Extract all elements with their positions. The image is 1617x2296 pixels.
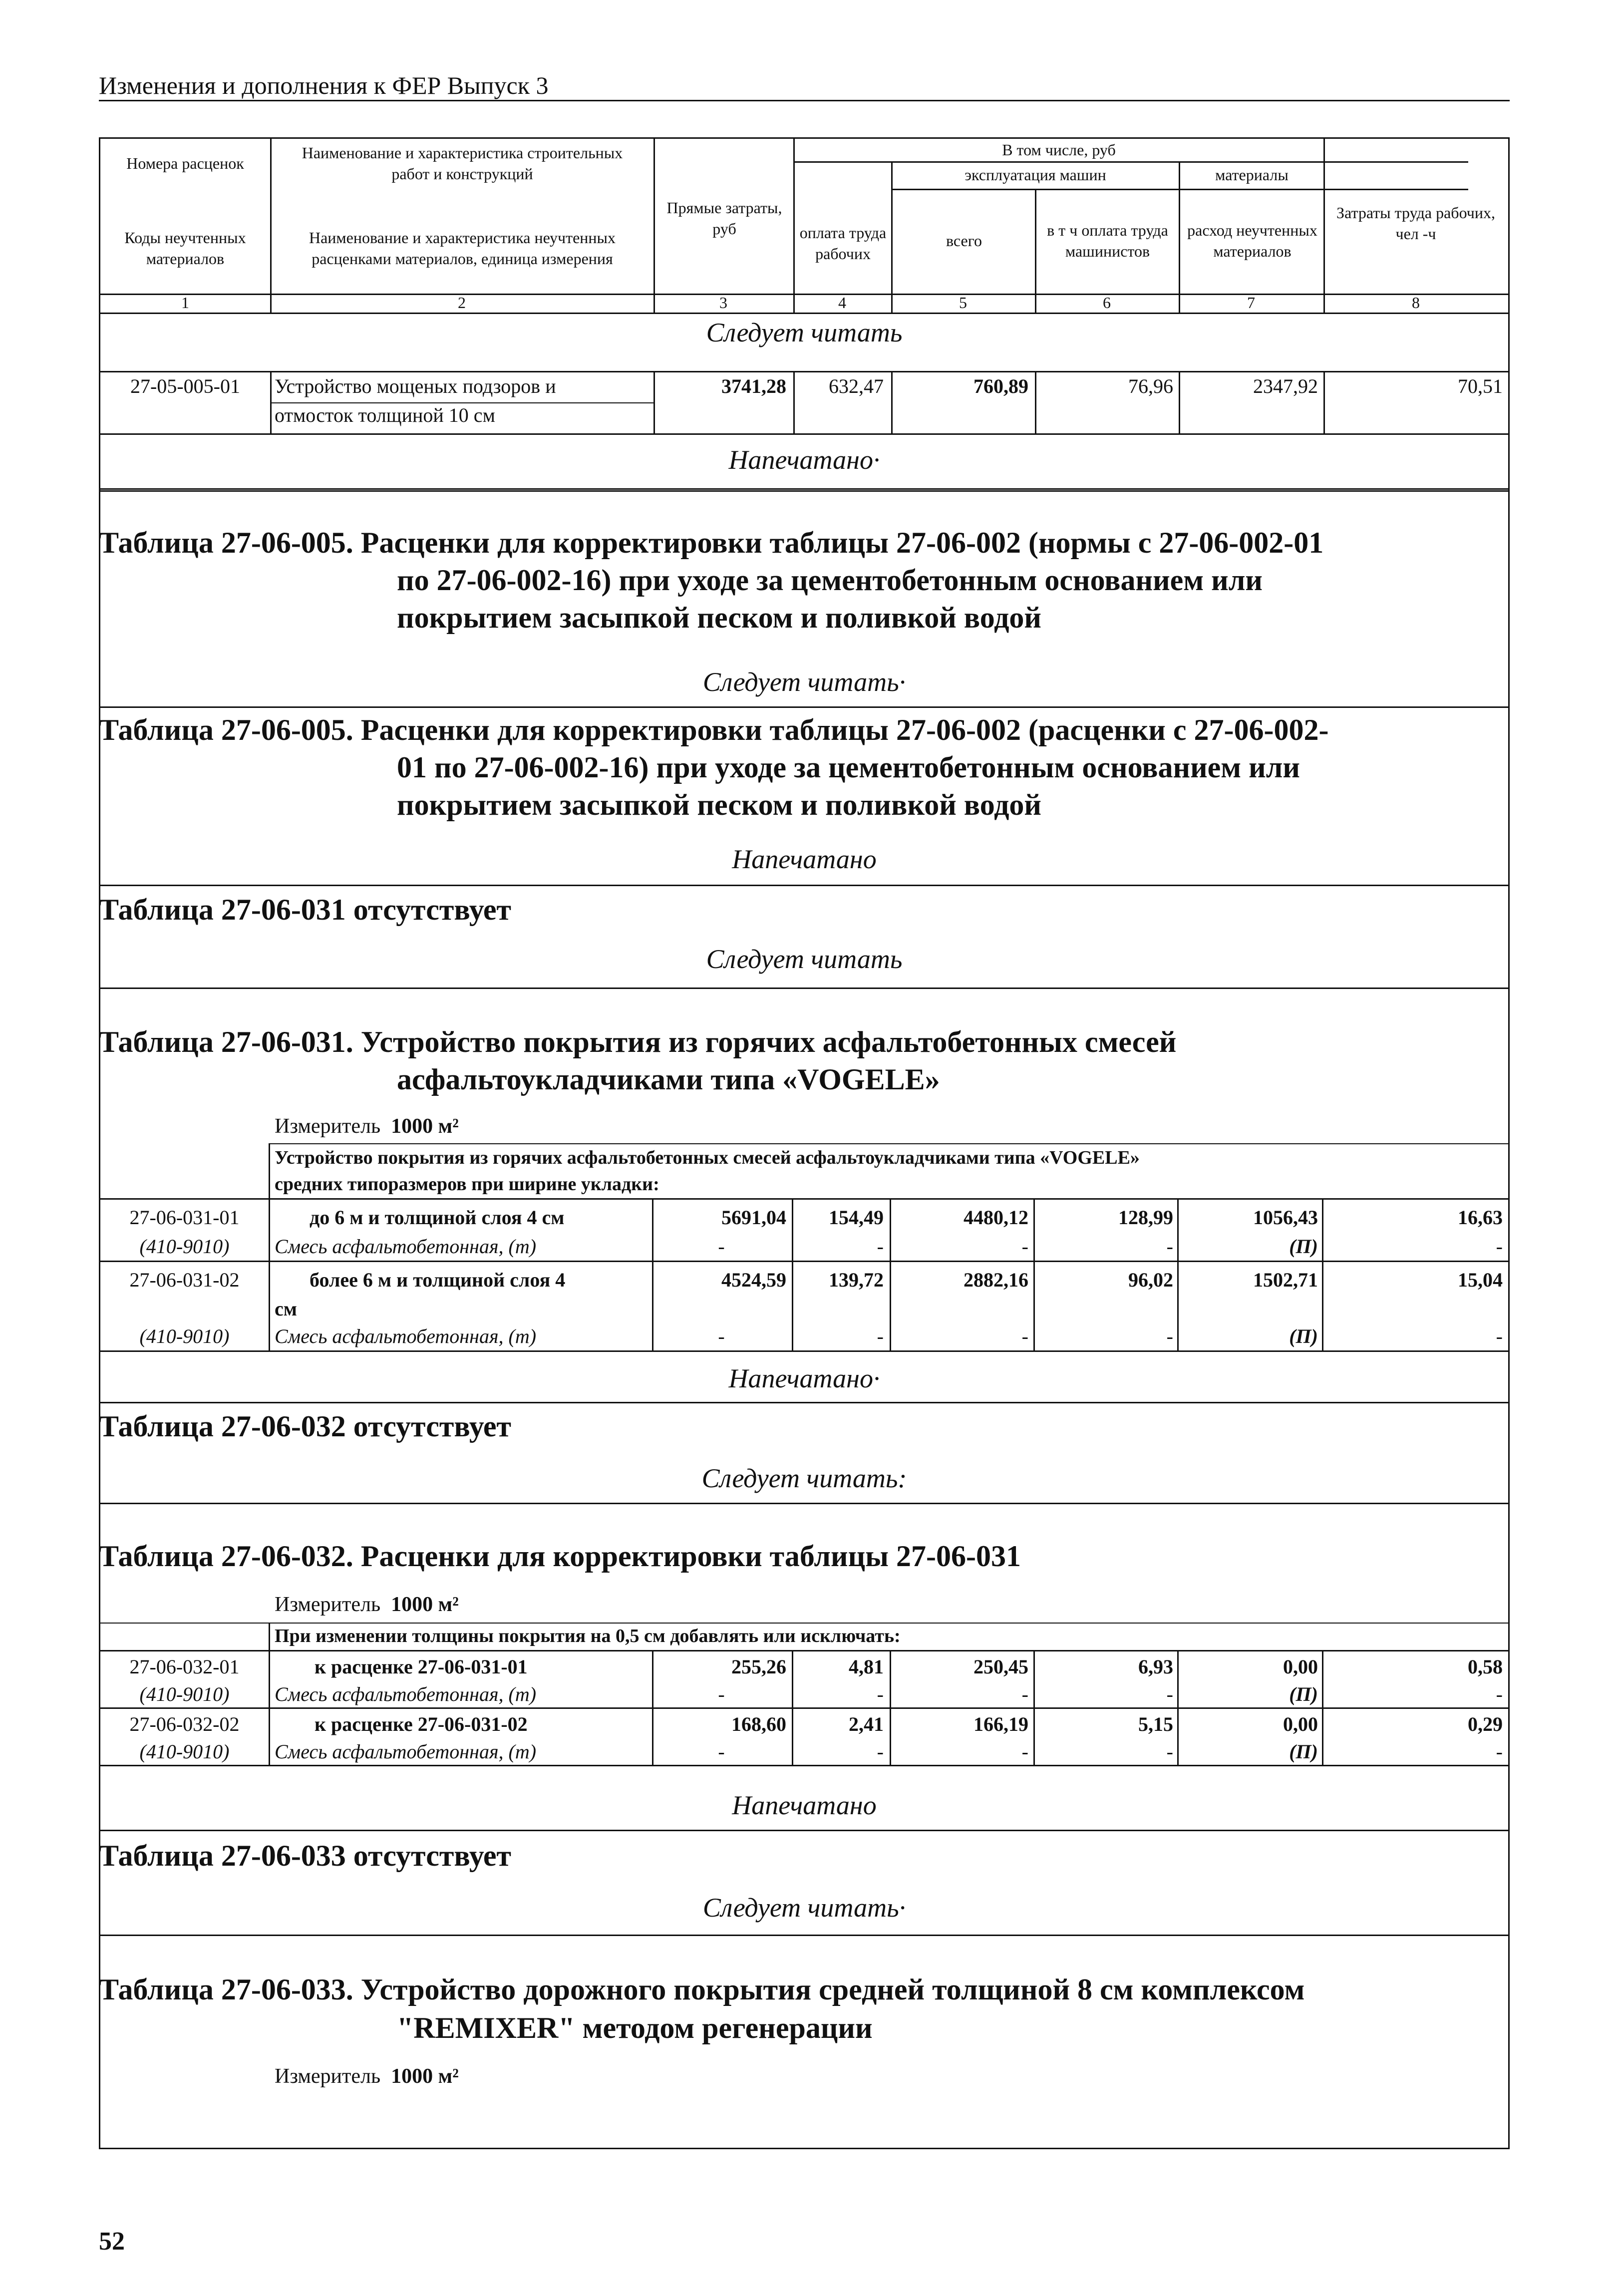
section-line: [100, 488, 1508, 490]
row-031-02-m7: (П): [1289, 1325, 1318, 1347]
col-number-1: 1: [181, 294, 189, 312]
row-032-01-c7: 0,00: [1283, 1655, 1318, 1678]
row-032-02-mat-code: (410-9010): [139, 1740, 230, 1763]
col-header-incl: В том числе, руб: [1002, 140, 1116, 159]
col-header-operators: в т ч оплата труда машинистов: [1047, 221, 1168, 260]
section-divider: [99, 885, 1510, 886]
col-header-direct-costs: Прямые затраты, руб: [666, 199, 782, 238]
section-divider: [99, 1503, 1510, 1504]
row-032-02-mat-name: Смесь асфальтобетонная, (т): [275, 1740, 537, 1763]
row-031-01-m4: -: [877, 1235, 884, 1258]
row-032-01-m6: -: [1166, 1683, 1173, 1705]
table-032-grid-bottom: [99, 1765, 1510, 1766]
col-number-6: 6: [1103, 294, 1111, 312]
row-032-01-c4: 4,81: [849, 1655, 884, 1678]
numbers-bottom-line: [100, 313, 1508, 314]
row-032-02-code: 27-06-032-02: [129, 1713, 240, 1735]
row-031-02-mat-code: (410-9010): [139, 1325, 230, 1347]
label-printed-2: Напечатано: [732, 844, 877, 874]
meter-label: Измеритель: [275, 1593, 381, 1616]
col-header-machines: эксплуатация машин: [965, 165, 1106, 184]
table-031-col: [1322, 1198, 1323, 1352]
row-032-02-c4: 2,41: [849, 1713, 884, 1735]
label-read-1: Следует читать: [706, 318, 903, 347]
row-materials: 2347,92: [1253, 375, 1318, 397]
table-031-top-line: [270, 1143, 1510, 1144]
section-line: [100, 433, 1508, 435]
col-header-name: Наименование и характеристика строительных работ и конструкций: [302, 144, 623, 183]
table-032-col: [1033, 1650, 1035, 1766]
row-name-line1: Устройство мощеных подзоров и: [275, 375, 556, 397]
label-printed-3: Напечатано·: [728, 1363, 880, 1393]
table-032-intro: При изменении толщины покрытия на 0,5 см добавлять или исключать:: [275, 1626, 901, 1646]
label-read-3: Следует читать: [706, 944, 903, 974]
row-031-02-name2: см: [275, 1298, 297, 1320]
row-032-01-m7: (П): [1289, 1683, 1318, 1705]
table-031-grid-bottom: [99, 1350, 1510, 1352]
label-read-4: Следует читать:: [701, 1463, 907, 1493]
table-032-col: [1177, 1650, 1179, 1766]
row-032-02-c3: 168,60: [731, 1713, 786, 1735]
row-032-02-c8: 0,29: [1468, 1713, 1503, 1735]
row-032-01-c8: 0,58: [1468, 1655, 1503, 1678]
meter-value: 1000 м²: [391, 1593, 459, 1616]
section-divider: [99, 490, 1510, 492]
row-031-02-c8: 15,04: [1458, 1269, 1503, 1291]
table-031-intro2: средних типоразмеров при ширине укладки:: [275, 1174, 659, 1195]
row-031-02-m8: -: [1496, 1325, 1503, 1347]
table-005-title-line2: по 27-06-002-16) при уходе за цементобетонным основанием или: [397, 564, 1263, 597]
row-032-02-c7: 0,00: [1283, 1713, 1318, 1735]
row-031-01-c8: 16,63: [1458, 1206, 1503, 1229]
table-031-col: [1033, 1198, 1035, 1352]
row-divider: [1323, 371, 1325, 433]
table-031-col: [792, 1198, 793, 1352]
section-divider: [99, 1935, 1510, 1936]
col-header-labor-hours: Затраты труда рабочих, чел -ч: [1336, 204, 1495, 243]
col-header-labor-pay: оплата труда рабочих: [799, 224, 887, 263]
col-header-total: всего: [946, 232, 982, 250]
row-divider: [1179, 371, 1180, 433]
table-032-grid-top: [99, 1650, 1510, 1651]
row-031-01-m8: -: [1496, 1235, 1503, 1258]
label-printed-1: Напечатано·: [728, 445, 880, 475]
row-032-01-mat-code: (410-9010): [139, 1683, 230, 1705]
col-number-4: 4: [838, 294, 846, 312]
row-labor-hours: 70,51: [1458, 375, 1503, 397]
row-032-01-c5: 250,45: [973, 1655, 1028, 1678]
table-033-meter: [275, 2064, 459, 2088]
table-031-grid-top: [99, 1198, 1510, 1200]
label-printed-4: Напечатано: [732, 1790, 877, 1820]
table-032-title: Таблица 27-06-032. Расценки для корректировки таблицы 27-06-031: [99, 1540, 1021, 1573]
table-031-col: [1177, 1198, 1179, 1352]
row-032-02-name: к расценке 27-06-031-02: [315, 1713, 528, 1735]
row-032-02-m3: -: [718, 1740, 725, 1763]
row-031-02-c7: 1502,71: [1253, 1269, 1318, 1291]
col-divider-4: [891, 161, 893, 313]
row-031-01-c4: 154,49: [829, 1206, 884, 1229]
table-032-col: [792, 1650, 793, 1766]
row-031-01-c6: 128,99: [1118, 1206, 1173, 1229]
table-032-col: [269, 1623, 270, 1766]
col-number-3: 3: [719, 294, 727, 312]
row-032-01-m8: -: [1496, 1683, 1503, 1705]
col-number-5: 5: [959, 294, 967, 312]
table-031-missing: Таблица 27-06-031 отсутствует: [99, 893, 511, 926]
table-005b-title-line1: Таблица 27-06-005. Расценки для корректировки таблицы 27-06-002 (расценки с 27-06-002-: [99, 713, 1329, 746]
col-header-material-name: Наименование и характеристика неучтенных расценками материалов, единица измерения: [309, 229, 616, 268]
row-032-02-m5: -: [1021, 1740, 1028, 1763]
table-031-title-line1: Таблица 27-06-031. Устройство покрытия из горячих асфальтобетонных смесей: [99, 1025, 1177, 1058]
page-number: 52: [99, 2227, 125, 2256]
row-031-01-m3: -: [718, 1235, 725, 1258]
row-032-01-c3: 255,26: [731, 1655, 786, 1678]
row-031-01-code: 27-06-031-01: [129, 1206, 240, 1229]
table-031-meter: [275, 1114, 459, 1138]
row-031-02-c6: 96,02: [1128, 1269, 1173, 1291]
table-032-meter: [275, 1593, 459, 1617]
row-031-02-c5: 2882,16: [964, 1269, 1028, 1291]
row-032-02-m6: -: [1166, 1740, 1173, 1763]
meter-label: Измеритель: [275, 1115, 381, 1138]
table-033-missing: Таблица 27-06-033 отсутствует: [99, 1839, 511, 1872]
row-032-01-m3: -: [718, 1683, 725, 1705]
row-031-02-mat-name: Смесь асфальтобетонная, (т): [275, 1325, 537, 1347]
row-032-02-c6: 5,15: [1138, 1713, 1173, 1735]
table-005-title-line3: покрытием засыпкой песком и поливкой водой: [397, 601, 1041, 634]
table-031-intro1: Устройство покрытия из горячих асфальтобетонных смесей асфальтоукладчиками типа «VOGELE»: [275, 1147, 1140, 1168]
row-direct-costs: 3741,28: [721, 375, 786, 397]
col-header-numbers: Номера расценок: [126, 154, 244, 173]
table-005b-title-line2: 01 по 27-06-002-16) при уходе за цементобетонным основанием или: [397, 751, 1300, 784]
row-032-01-m5: -: [1021, 1683, 1028, 1705]
col-divider-1: [270, 139, 272, 313]
col-header-codes: Коды неучтенных материалов: [124, 229, 246, 268]
row-032-01-name: к расценке 27-06-031-01: [315, 1655, 528, 1678]
row-031-02-c3: 4524,59: [721, 1269, 786, 1291]
row-032-01-c6: 6,93: [1138, 1655, 1173, 1678]
row-032-01-mat-name: Смесь асфальтобетонная, (т): [275, 1683, 537, 1705]
col-number-7: 7: [1247, 294, 1255, 312]
table-031-title-line2: асфальтоукладчиками типа «VOGELE»: [397, 1063, 940, 1096]
col-number-2: 2: [458, 294, 466, 312]
section-divider: [99, 706, 1510, 708]
table-005b-title-line3: покрытием засыпкой песком и поливкой водой: [397, 788, 1041, 821]
row-031-01-c5: 4480,12: [964, 1206, 1028, 1229]
table-033-title-line2: "REMIXER" методом регенерации: [397, 2011, 873, 2044]
row-031-01-m6: -: [1166, 1235, 1173, 1258]
col-header-materials: материалы: [1215, 165, 1289, 184]
row-032-01-m4: -: [877, 1683, 884, 1705]
row-031-01-mat-name: Смесь асфальтобетонная, (т): [275, 1235, 537, 1258]
row-032-02-m7: (П): [1289, 1740, 1318, 1763]
row-031-01-c3: 5691,04: [721, 1206, 786, 1229]
section-line: [100, 371, 1508, 372]
table-031-col: [269, 1143, 270, 1352]
label-read-5: Следует читать·: [702, 1893, 906, 1923]
row-operators-pay: 76,96: [1128, 375, 1173, 397]
section-divider: [99, 1402, 1510, 1403]
row-labor-pay: 632,47: [829, 375, 884, 397]
row-031-02-m3: -: [718, 1325, 725, 1347]
col-number-8: 8: [1412, 294, 1420, 312]
row-031-02-m4: -: [877, 1325, 884, 1347]
row-032-02-m4: -: [877, 1740, 884, 1763]
col-header-material-use: расход неучтенных материалов: [1187, 221, 1317, 260]
label-read-2: Следует читать·: [702, 667, 906, 697]
row-031-01-m7: (П): [1289, 1235, 1318, 1258]
col-divider-2: [653, 139, 655, 313]
row-032-02-m8: -: [1496, 1740, 1503, 1763]
col-divider-3: [793, 139, 795, 313]
row-032-02-c5: 166,19: [973, 1713, 1028, 1735]
table-032-missing: Таблица 27-06-032 отсутствует: [99, 1410, 511, 1443]
table-032-top-line: [99, 1623, 1510, 1624]
row-031-01-m5: -: [1021, 1235, 1028, 1258]
meter-value: 1000 м²: [391, 1115, 459, 1138]
table-032-col: [1322, 1650, 1323, 1766]
header-divider: [99, 100, 1510, 101]
meter-label: Измеритель: [275, 2065, 381, 2088]
table-005-title-line1: Таблица 27-06-005. Расценки для корректировки таблицы 27-06-002 (нормы с 27-06-002-01: [99, 526, 1324, 559]
section-divider: [99, 1830, 1510, 1831]
row-031-01-name: до 6 м и толщиной слоя 4 см: [310, 1206, 565, 1229]
table-032-col: [652, 1650, 653, 1766]
row-031-01-mat-code: (410-9010): [139, 1235, 230, 1258]
row-031-02-m5: -: [1021, 1325, 1028, 1347]
col-divider-7: [1323, 139, 1325, 313]
section-divider: [99, 987, 1510, 989]
table-031-col: [652, 1198, 653, 1352]
row-031-02-code: 27-06-031-02: [129, 1269, 240, 1291]
table-032-row-sep: [99, 1707, 1510, 1709]
row-code: 27-05-005-01: [130, 375, 240, 397]
table-033-title-line1: Таблица 27-06-033. Устройство дорожного покрытия средней толщиной 8 см комплексом: [99, 1973, 1305, 2006]
meter-value: 1000 м²: [391, 2065, 459, 2088]
row-031-02-m6: -: [1166, 1325, 1173, 1347]
row-machines-total: 760,89: [973, 375, 1028, 397]
row-031-02-c4: 139,72: [829, 1269, 884, 1291]
document-header: Изменения и дополнения к ФЕР Выпуск 3: [99, 71, 549, 99]
table-031-row-sep: [99, 1261, 1510, 1262]
row-name-line2: отмосток толщиной 10 см: [275, 404, 495, 426]
row-031-02-name: более 6 м и толщиной слоя 4: [310, 1269, 566, 1291]
row-032-01-code: 27-06-032-01: [129, 1655, 240, 1678]
row-031-01-c7: 1056,43: [1253, 1206, 1318, 1229]
